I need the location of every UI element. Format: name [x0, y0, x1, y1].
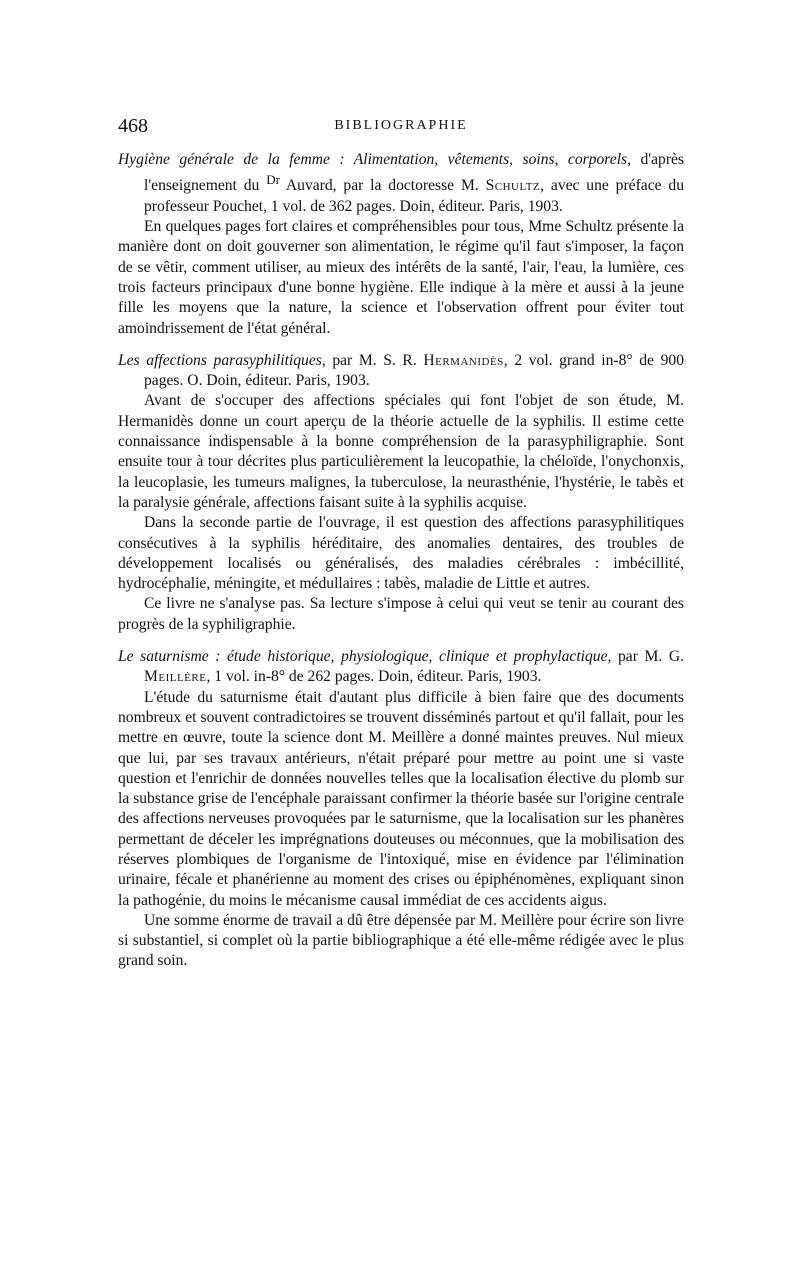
page-number: 468 [118, 115, 148, 137]
author-name: Hermanidès [423, 351, 504, 369]
citation [118, 647, 684, 688]
citation-text: par M. S. R. [325, 351, 424, 369]
page-header [118, 115, 684, 141]
citation-text: par M. G. [611, 648, 684, 666]
review-paragraph: Une somme énorme de travail a dû être dépensée par M. Meillère pour écrire son livre si substantiel, si complet où la partie bibliographique a été elle-même rédigée avec le plus grand soin. [118, 911, 684, 970]
review-paragraph: Ce livre ne s'analyse pas. Sa lecture s'impose à celui qui veut se tenir au courant des progrès de la syphiligraphie. [118, 595, 684, 633]
review-paragraph: Avant de s'occuper des affections spéciales qui font l'objet de son étude, M. Hermanidès donne un court aperçu de la théorie actuelle de la syphilis. Il estime cette connaissance indispensable à la bonne compréhension de la parasyphiligraphie. Sont ensuite tour à tour décrites plus particulièrement la leucopathie, la chéloïde, l'onychonxis, la leucoplasie, les tumeurs malignes, la tuberculose, la neurasthénie, l'hystérie, le tabès et la paralysie générale, affections faisant suite à la syphilis acquise. [118, 392, 684, 511]
book-title: Hygiène générale de la femme : Alimentation, vêtements, soins, corporels, [118, 151, 632, 168]
bibliography-entry [118, 351, 684, 635]
citation-text: Dr [266, 172, 280, 188]
review-paragraph: Dans la seconde partie de l'ouvrage, il est question des affections parasyphilitiques consécutives à la syphilis héréditaire, des anomalies dentaires, des troubles de développement localisés ou généralisés, des maladies cérébrales : imbécillité, hydrocéphalie, méningite, et médullaires : tabès, maladie de Little et autres. [118, 514, 684, 593]
citation-text: , 1 vol. in-8° de 262 pages. Doin, éditeur. Paris, 1903. [206, 668, 542, 686]
author-name: Meillère [144, 668, 207, 686]
citation [118, 351, 684, 392]
review-paragraph: En quelques pages fort claires et compréhensibles pour tous, Mme Schultz présente la manière dont on doit gouverner son alimentation, le régime qu'il faut s'imposer, la façon de se vêtir, comment utiliser, au mieux des intérêts de la santé, l'air, l'eau, la lumière, ces trois facteurs principaux d'une bonne hygiène. Elle indique à la mère et aussi à la jeune fille les moyens que la nature, la science et l'observation offrent pour éviter tout amoindrissement de l'état général. [118, 218, 684, 337]
book-title: Les affections parasyphilitiques, [118, 351, 326, 369]
book-title: Le saturnisme : étude historique, physiologique, clinique et prophylactique, [118, 648, 612, 666]
citation-text: , avec une préface du professeur Pouchet, 1 vol. de 362 pages. Doin, éditeur. Paris, 1903. [144, 177, 684, 215]
author-name: Schultz [485, 177, 541, 195]
citation-text: , 2 vol. grand in-8° de 900 pages. O. Doin, éditeur. Paris, 1903. [144, 351, 684, 390]
citation [118, 150, 684, 217]
bibliography-entry [118, 647, 684, 972]
running-title: BIBLIOGRAPHIE [334, 118, 468, 133]
page-body [118, 150, 684, 984]
citation-text: Auvard, par la doctoresse M. [279, 177, 486, 195]
citation-text: d'après l'enseignement du [144, 151, 685, 195]
review-paragraph: L'étude du saturnisme était d'autant plus difficile à bien faire que des documents nombreux et souvent contradictoires se trouvent disséminés partout et qu'il fallait, pour les mettre en œuvre, toute la science dont M. Meillère a donné maintes preuves. Nul mieux que lui, par ses travaux antérieurs, n'était préparé pour mettre au point une si vaste question et l'enrichir de données nouvelles telles que la localisation élective du plomb sur la substance grise de l'encéphale paraissant confirmer la théorie basée sur l'origine centrale des affections nerveuses provoquées par le saturnisme, que la localisation sur les phanères permettant de déceler les imprégnations douteuses ou méconnues, que la mobilisation des réserves plombiques de l'organisme de l'intoxiqué, mise en évidence par l'élimination urinaire, fécale et phanérienne au moment des crises ou épiphénomènes, expliquant sinon la pathogénie, du moins le mécanisme causal immédiat de ces accidents aigus. [118, 688, 684, 909]
bibliography-entry [118, 150, 684, 339]
